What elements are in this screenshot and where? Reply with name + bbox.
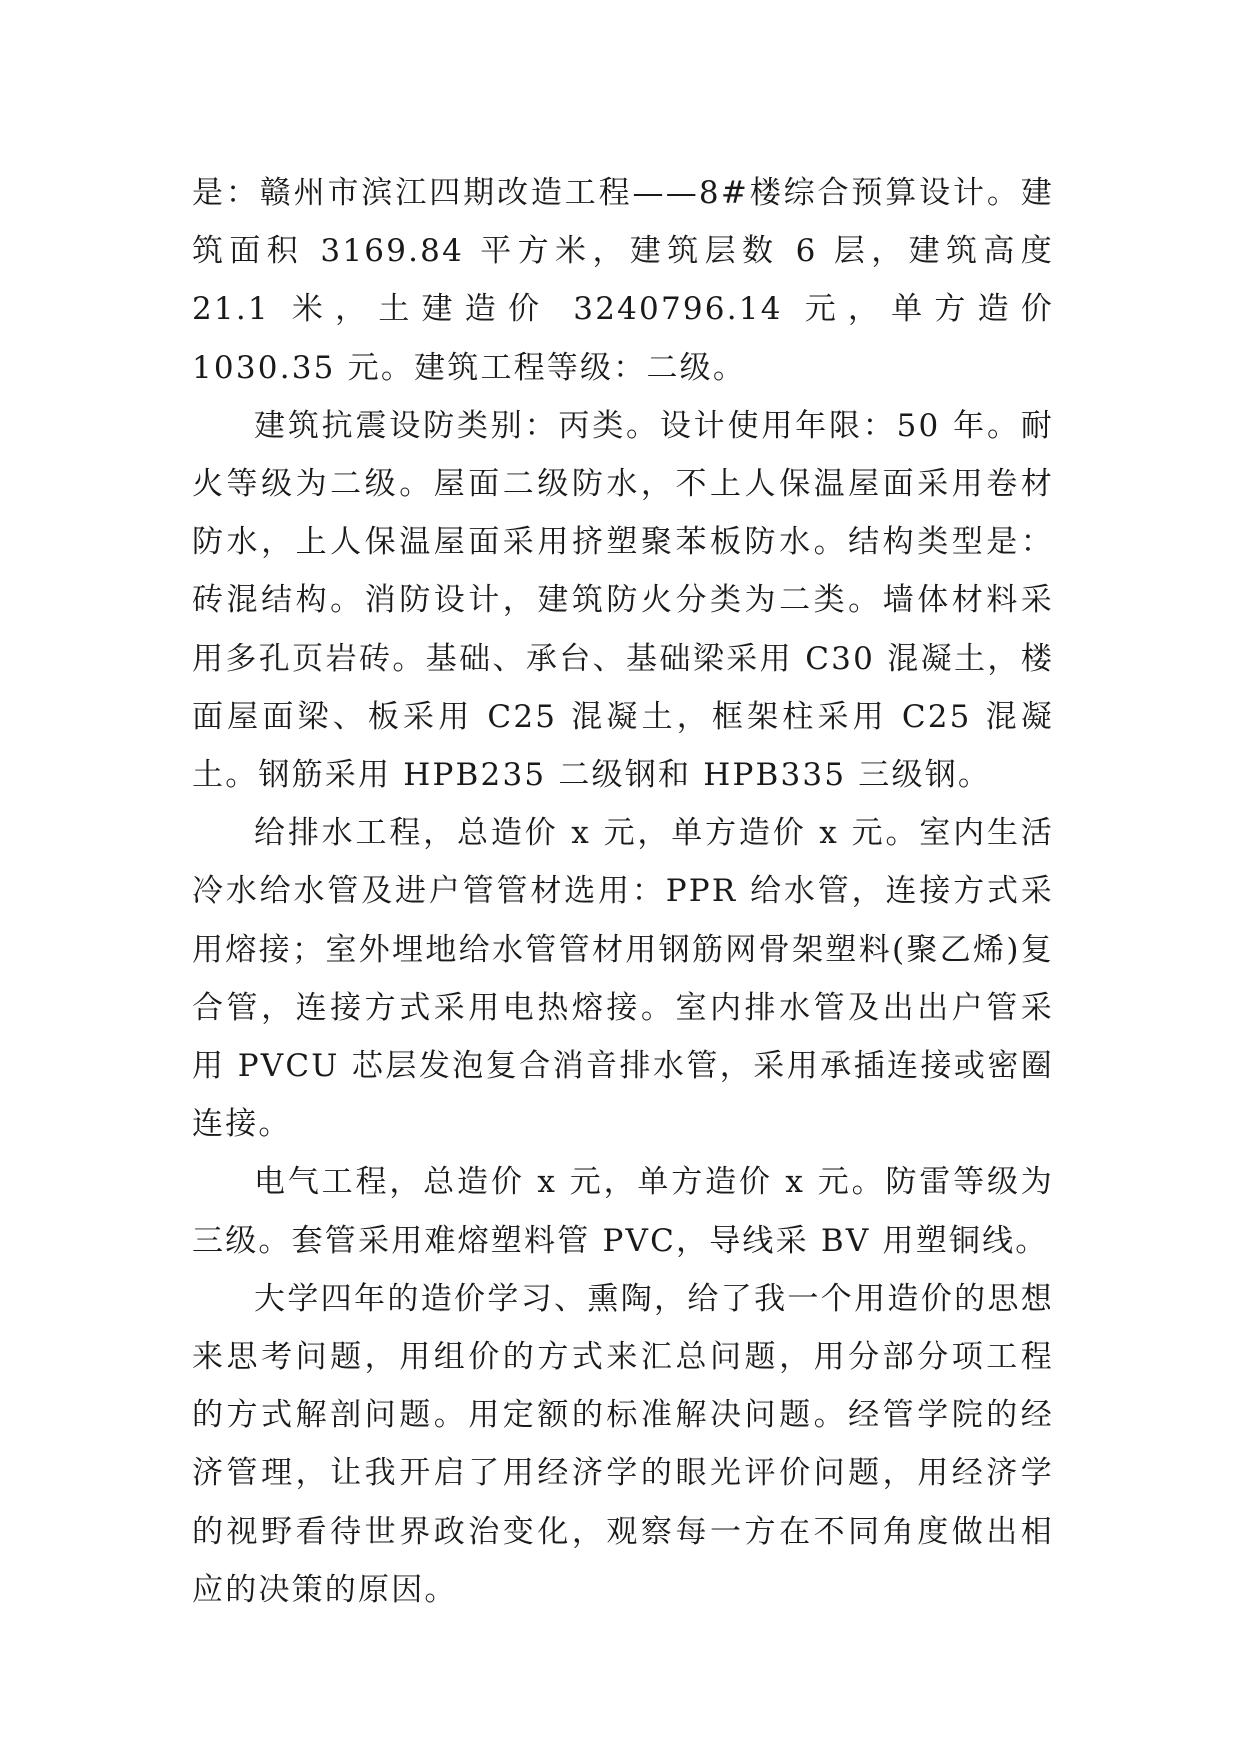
paragraph-building-specs: 建筑抗震设防类别：丙类。设计使用年限：50 年。耐火等级为二级。屋面二级防水，不上人保温屋面采用卷材防水，上人保温屋面采用挤塑聚苯板防水。结构类型是：砖混结构。消防设计，建筑防火分类为二类。墙体材料采用多孔页岩砖。基础、承台、基础梁采用 C30 混凝土，楼面屋面梁、板采用 C25 混凝土，框架柱采用 C25 混凝土。钢筋采用 HPB235 二级钢和 HPB335 三级钢。 — [192, 407, 1054, 794]
paragraph-reflection: 大学四年的造价学习、熏陶，给了我一个用造价的思想来思考问题，用组价的方式来汇总问题，用分部分项工程的方式解剖问题。用定额的标准解决问题。经管学院的经济管理，让我开启了用经济学的眼光评价问题，用经济学的视野看待世界政治变化，观察每一方在不同角度做出相应的决策的原因。 — [192, 1280, 1054, 1608]
document-body — [192, 164, 1054, 1619]
paragraph-project-overview: 是：赣州市滨江四期改造工程——8#楼综合预算设计。建筑面积 3169.84 平方米，建筑层数 6 层，建筑高度 21.1 米，土建造价 3240796.14 元，单方造价 1030.35 元。建筑工程等级：二级。 — [192, 175, 1054, 386]
paragraph-electrical: 电气工程，总造价 x 元，单方造价 x 元。防雷等级为三级。套管采用难熔塑料管 PVC，导线采 BV 用塑铜线。 — [192, 1164, 1054, 1259]
paragraph-plumbing: 给排水工程，总造价 x 元，单方造价 x 元。室内生活冷水给水管及进户管管材选用：PPR 给水管，连接方式采用熔接；室外埋地给水管管材用钢筋网骨架塑料(聚乙烯)复合管，连接方式采用电热熔接。室内排水管及出出户管采用 PVCU 芯层发泡复合消音排水管，采用承插连接或密圈连接。 — [192, 815, 1054, 1143]
